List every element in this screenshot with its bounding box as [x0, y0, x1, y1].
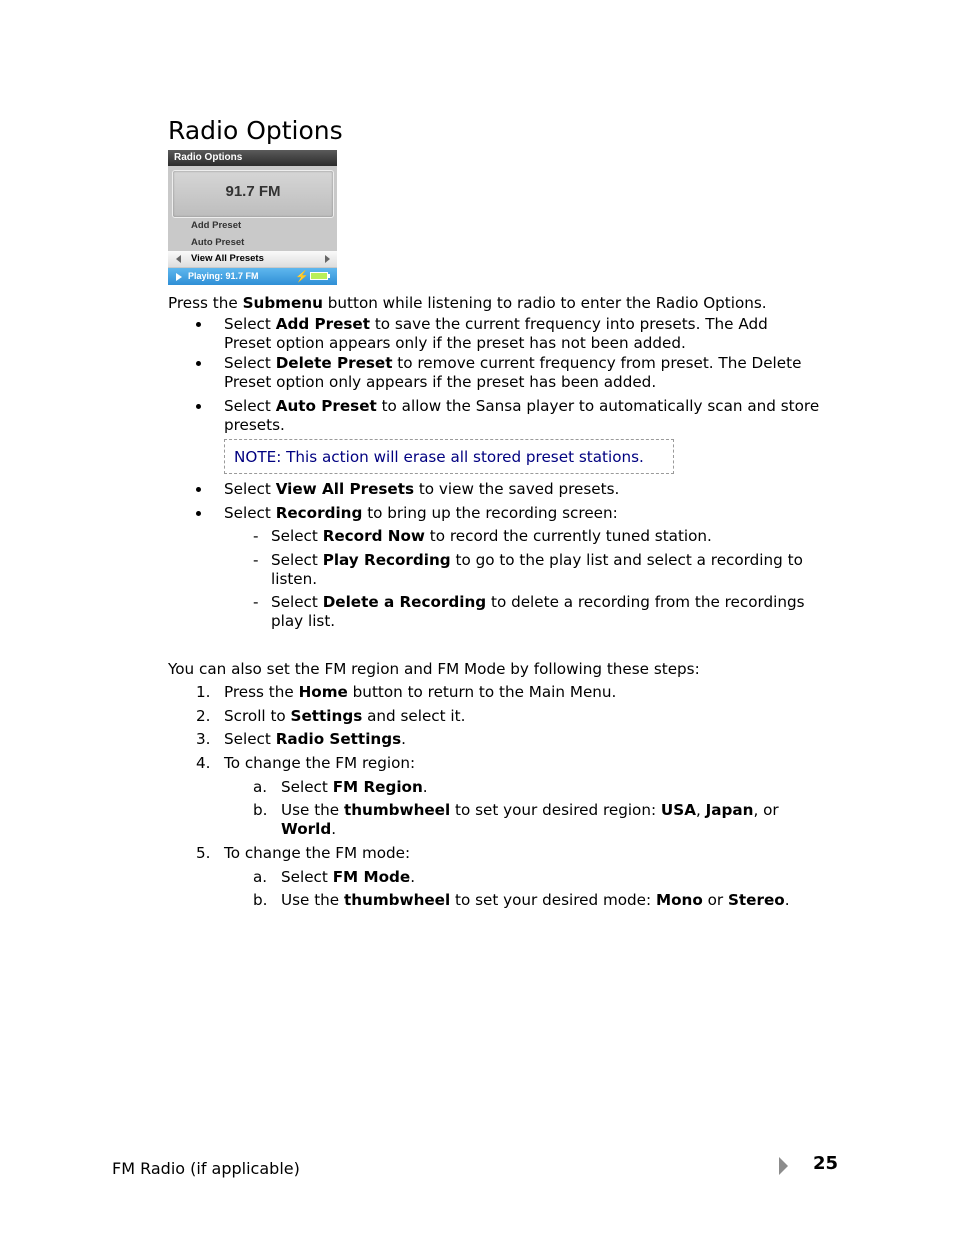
list-item-delete-preset: Select Delete Preset to remove current frequency from preset. The Delete [224, 354, 802, 372]
sub-item-delete-recording: Select Delete a Recording to delete a recording from the recordings [271, 593, 805, 611]
step-3: Select Radio Settings. [224, 730, 406, 748]
step-letter: b. [253, 801, 268, 819]
list-item-auto-preset-cont: presets. [224, 416, 285, 434]
sub-item-delete-recording-cont: play list. [271, 612, 336, 630]
sub-item-play-recording: Select Play Recording to go to the play list and select a recording to [271, 551, 803, 569]
device-menu-add-preset: Add Preset [191, 220, 242, 231]
list-item-add-preset-cont: Preset option appears only if the preset has not been added. [224, 334, 686, 352]
list-item-auto-preset: Select Auto Preset to allow the Sansa player to automatically scan and store [224, 397, 820, 415]
bullet-icon [195, 315, 203, 323]
list-item-recording: Select Recording to bring up the recording screen: [224, 504, 618, 522]
note-box [224, 439, 674, 474]
step-number: 3. [196, 730, 211, 748]
bullet-icon [195, 354, 203, 362]
footer-section-label: FM Radio (if applicable) [112, 1159, 300, 1178]
page-number: 25 [813, 1153, 839, 1174]
device-frequency-panel [172, 170, 334, 218]
device-status-bar [168, 268, 337, 285]
step-number: 5. [196, 844, 211, 862]
intro-paragraph: Press the Submenu button while listening to radio to enter the Radio Options. [168, 294, 767, 312]
step-4b-cont: World. [281, 820, 337, 838]
battery-icon [310, 272, 328, 280]
sub-item-play-recording-cont: listen. [271, 570, 318, 588]
charging-bolt-icon: ⚡ [295, 271, 309, 283]
bullet-icon [195, 504, 203, 512]
step-4a: Select FM Region. [281, 778, 428, 796]
sub-item-record-now: Select Record Now to record the currently tuned station. [271, 527, 712, 545]
step-4: To change the FM region: [224, 754, 416, 772]
device-title-bar: Radio Options [168, 150, 337, 166]
step-letter: a. [253, 778, 268, 796]
step-2: Scroll to Settings and select it. [224, 707, 466, 725]
note-text: NOTE: This action will erase all stored preset stations. [234, 448, 644, 466]
play-icon [176, 273, 182, 281]
step-letter: a. [253, 868, 268, 886]
bullet-icon [195, 397, 203, 405]
device-frequency: 91.7 FM [225, 183, 281, 200]
list-item-add-preset: Select Add Preset to save the current frequency into presets. The Add [224, 315, 768, 333]
page-title: Radio Options [168, 116, 343, 145]
bullet-icon [195, 480, 203, 488]
device-status-text: Playing: 91.7 FM [188, 271, 259, 281]
list-item-view-all-presets: Select View All Presets to view the saved presets. [224, 480, 620, 498]
step-letter: b. [253, 891, 268, 909]
list-item-delete-preset-cont: Preset option only appears if the preset has been added. [224, 373, 657, 391]
steps-intro: You can also set the FM region and FM Mode by following these steps: [168, 660, 700, 678]
step-number: 2. [196, 707, 211, 725]
step-5: To change the FM mode: [224, 844, 411, 862]
left-arrow-icon [176, 255, 181, 263]
dash-marker: - [253, 593, 259, 611]
right-arrow-icon [325, 255, 330, 263]
step-5b: Use the thumbwheel to set your desired mode: Mono or Stereo. [281, 891, 790, 909]
dash-marker: - [253, 551, 259, 569]
footer-arrow-icon [779, 1157, 788, 1175]
device-menu-view-all-presets [168, 251, 337, 267]
dash-marker: - [253, 527, 259, 545]
step-number: 4. [196, 754, 211, 772]
step-5a: Select FM Mode. [281, 868, 416, 886]
device-menu-auto-preset: Auto Preset [191, 237, 245, 248]
device-menu-label: View All Presets [191, 253, 264, 264]
step-4b: Use the thumbwheel to set your desired region: USA, Japan, or [281, 801, 779, 819]
device-screenshot [168, 150, 337, 285]
step-number: 1. [196, 683, 211, 701]
step-1: Press the Home button to return to the Main Menu. [224, 683, 617, 701]
